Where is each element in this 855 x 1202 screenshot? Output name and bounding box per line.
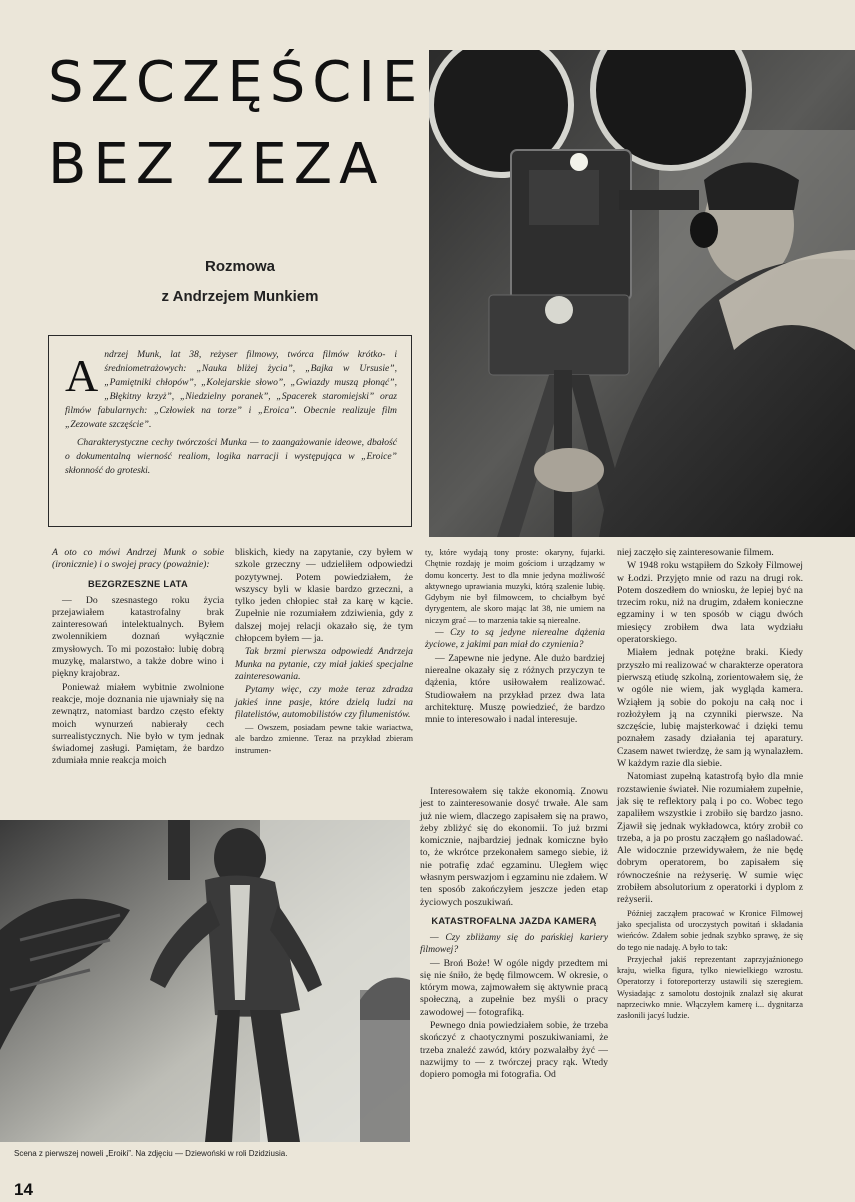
section-heading-bezgrzeszne: BEZGRZESZNE LATA bbox=[87, 578, 188, 589]
article-title bbox=[48, 42, 425, 206]
section-heading-katastrofalna: KATASTROFALNA JAZDA KAMERĄ bbox=[431, 915, 597, 926]
paragraph: W 1948 roku wstąpiłem do Szkoły Filmowej w Łodzi. Przyjęto mnie od razu na drugi rok. Potem doszedłem do wniosku, że lepiej być na trzecim roku, niż na drugim, zdałem konieczne egzaminy i w ten sposób w ciągu dwóch miesięcy zrobiłem dwa lata wydziału operatorskiego. bbox=[617, 560, 803, 646]
paragraph: bliskich, kiedy na zapytanie, czy byłem w szkole grzeczny — udzieliłem odpowiedzi pozytywnej. Potem powiedziałem, że wszyscy byli w klasie bardzo grzeczni, a tylko jeden chłopiec stał za karę w kącie. Zupełnie nie rozumiałem zdziwienia, gdy z dalszej mojej relacji okazało się, że tym chłopcem byłem — ja. bbox=[235, 547, 413, 645]
text-column-3 bbox=[425, 547, 605, 727]
paragraph: — Owszem, posiadam pewne takie wariactwa, ale bardzo zmienne. Teraz na przykład zbieram instrumen- bbox=[235, 723, 413, 755]
text-column-1 bbox=[52, 547, 224, 769]
paragraph: Pewnego dnia powiedziałem sobie, że trzeba skończyć z chaotycznymi poszukiwaniami, że trzeba znaleźć zawód, który pozwalałby żyć — nazwijmy to — z twórczej pracy rąk. Wtedy dopiero pomogła mi fotografia. Od bbox=[420, 1020, 608, 1081]
subtitle-line-1: Rozmowa bbox=[204, 258, 275, 275]
paragraph: — Broń Boże! W ogóle nigdy przedtem mi się nie śniło, że będę filmowcem. W okresie, o którym mowa, zajmowałem się aktywnie pracą społeczną, a zupełnie bez myśli o pracy zawodowej — fotografiką. bbox=[420, 957, 608, 1018]
intro-box bbox=[48, 335, 412, 527]
title-line-2: BEZ ZEZA bbox=[48, 132, 385, 197]
paragraph: Natomiast zupełną katastrofą było dla mnie rozstawienie świateł. Nie rozumiałem zupełnie, jak się te reflektory palą i po co. Wobec tego zapaliłem wszystkie i zrobiło się bardzo jasno. Zjawił się jednak wykładowca, który zrobił co trzeba, a ja po prostu zacząłem go naśladować. Ale widocznie przewidywałem, że nie będę dobrym operatorem, bo zapisałem się równocześnie na reżyserię. W sumie więc zrobiłem absolutorium z operatorki i dyplom z reżyserii. bbox=[617, 771, 803, 906]
intro-dropcap: A bbox=[65, 350, 99, 401]
paragraph: niej zaczęło się zainteresowanie filmem. bbox=[617, 547, 774, 558]
text-column-5 bbox=[617, 547, 803, 1023]
intro-paragraph-2: Charakterystyczne cechy twórczości Munka — to zaangażowanie ideowe, dbałość o dokumentalną wierność realiom, logika narracji i występująca w „Eroice” skłonność do groteski. bbox=[65, 437, 397, 476]
paragraph: — Do szesnastego roku życia przejawiałem katastrofalny brak zainteresowań intelektualnych. Byłem zwolennikiem doznań wyłącznie zmysłowych. To mi pozostało: lubię dobrą muzykę, malarstwo, a także dobre wino i piękny krajobraz. bbox=[52, 594, 224, 680]
article-subtitle bbox=[50, 252, 430, 312]
text-column-2 bbox=[235, 547, 413, 757]
photo-director-with-camera bbox=[429, 50, 855, 537]
paragraph: ty, które wydają tony proste: okaryny, fujarki. Chętnie rozdaję je moim gościom i urządzamy w domu koncerty. Jest to dla mnie jedyna możliwość aktywnego uprawiania muzyki, którą szalenie lubię. Gdybym nie był filmowcem, to chciałbym być dyrygentem, ale skoro mając lat 38, nie umiem na niczym grać — to marzenia takie są nierealne. bbox=[425, 548, 605, 625]
intro-paragraph-1: ndrzej Munk, lat 38, reżyser filmowy, twórca filmów krótko- i średniometrażowych: „Nauka bliżej życia”, „Bajka w Ursusie”, „Pamiętniki chłopów”, „Kolejarskie słowo”, „Gwiazdy muszą płonąć”, „Błękitny krzyż”, „Niedzielny poranek”, „Spacerek staromiejski” oraz filmów fabularnych: „Człowiek na torze” i „Eroica”. Obecnie realizuje film „Zezowate szczęście”. bbox=[65, 349, 397, 430]
paragraph: — Czy to są jedyne nierealne dążenia życiowe, z jakimi pan miał do czynienia? bbox=[425, 627, 605, 651]
paragraph: Miałem jednak potężne braki. Kiedy przyszło mi realizować w charakterze operatora pierwszą etiudę szkolną, zorientowałem się, że w ogóle nie wiem, jak wygląda kamera. Wziąłem ją sobie do pokoju na całą noc i rozłożyłem ją na czynniki pierwsze. Na szczęście, lubię majsterkować i dzięki temu poznałem zasady działania tej aparatury. Czasem nawet twierdzę, że sam ją wynalazłem. W każdym razie dla siebie. bbox=[617, 647, 803, 770]
photo-director-illustration bbox=[429, 50, 855, 537]
subtitle-line-2: z Andrzejem Munkiem bbox=[161, 288, 319, 305]
title-line-1: SZCZĘŚCIE bbox=[48, 50, 425, 115]
text-column-4 bbox=[420, 786, 608, 1083]
page-number: 14 bbox=[14, 1180, 33, 1199]
paragraph: — Czy zbliżamy się do pańskiej kariery filmowej? bbox=[420, 931, 608, 956]
paragraph: Później zacząłem pracować w Kronice Filmowej jako specjalista od uroczystych powitań i składania wieńców. Zdałem sobie jednak szybko sprawę, że się do tego nie nadaję. A było to tak: bbox=[617, 908, 803, 952]
photo-eroica-scene bbox=[0, 820, 410, 1142]
paragraph: Pytamy więc, czy może teraz zdradza jakieś inne pasje, które dzielą ludzi na filatelistów, automobilistów czy filumenistów. bbox=[235, 684, 413, 720]
paragraph: Przyjechał jakiś reprezentant zaprzyjaźnionego kraju, wielka figura, tylko niewielkiego wzrostu. Operatorzy i fotoreporterzy ustawili się szeregiem. Wysiadając z samolotu dostojnik znalazł się akurat naprzeciwko mnie. Włączyłem kamerę i... dygnitarza zasłonili jacyś ludzie. bbox=[617, 954, 803, 1021]
paragraph: — Zapewne nie jedyne. Ale dużo bardziej nierealne okazały się z różnych przyczyn te dążenia, które usiłowałem realizować. Studiowałem na przykład przez dwa lata architekturę. Muszę powiedzieć, że bardzo mnie to interesowało i nadal interesuje. bbox=[425, 652, 605, 726]
photo-eroica-illustration bbox=[0, 820, 410, 1142]
paragraph: Ponieważ miałem wybitnie zwolnione reakcje, moje doznania nie ujawniały się na zewnątrz, natomiast bardzo często efekty moich wynurzeń nabierały cech surrealistycznych. Nie było w tym jednak świadomej zasługi. Pamiętam, że bardzo zdumiała mnie reakcja moich bbox=[52, 681, 224, 767]
lead-paragraph: A oto co mówi Andrzej Munk o sobie (ironicznie) i o swojej pracy (poważnie): bbox=[52, 547, 224, 571]
paragraph: Interesowałem się także ekonomią. Znowu jest to zainteresowanie dosyć trwałe. Ale sam już nie wiem, dlaczego zapisałem się na prawo, żeby zbliżyć się do ekonomii. To już brzmi komicznie, najbardziej jednak komiczne było to, że wkrótce przekonałem samego siebie, iż nie potrafię zdać egzaminu. Uległem więc własnym perswazjom i egzaminu nie zdałem. W ten sposób zakończyłem jeszcze jeden etap życiowych poszukiwań. bbox=[420, 786, 608, 908]
paragraph: Tak brzmi pierwsza odpowiedź Andrzeja Munka na pytanie, czy miał jakieś specjalne zainteresowania. bbox=[235, 646, 413, 682]
photo-caption: Scena z pierwszej noweli „Eroiki”. Na zdjęciu — Dziewoński w roli Dzidziusia. bbox=[14, 1149, 288, 1158]
